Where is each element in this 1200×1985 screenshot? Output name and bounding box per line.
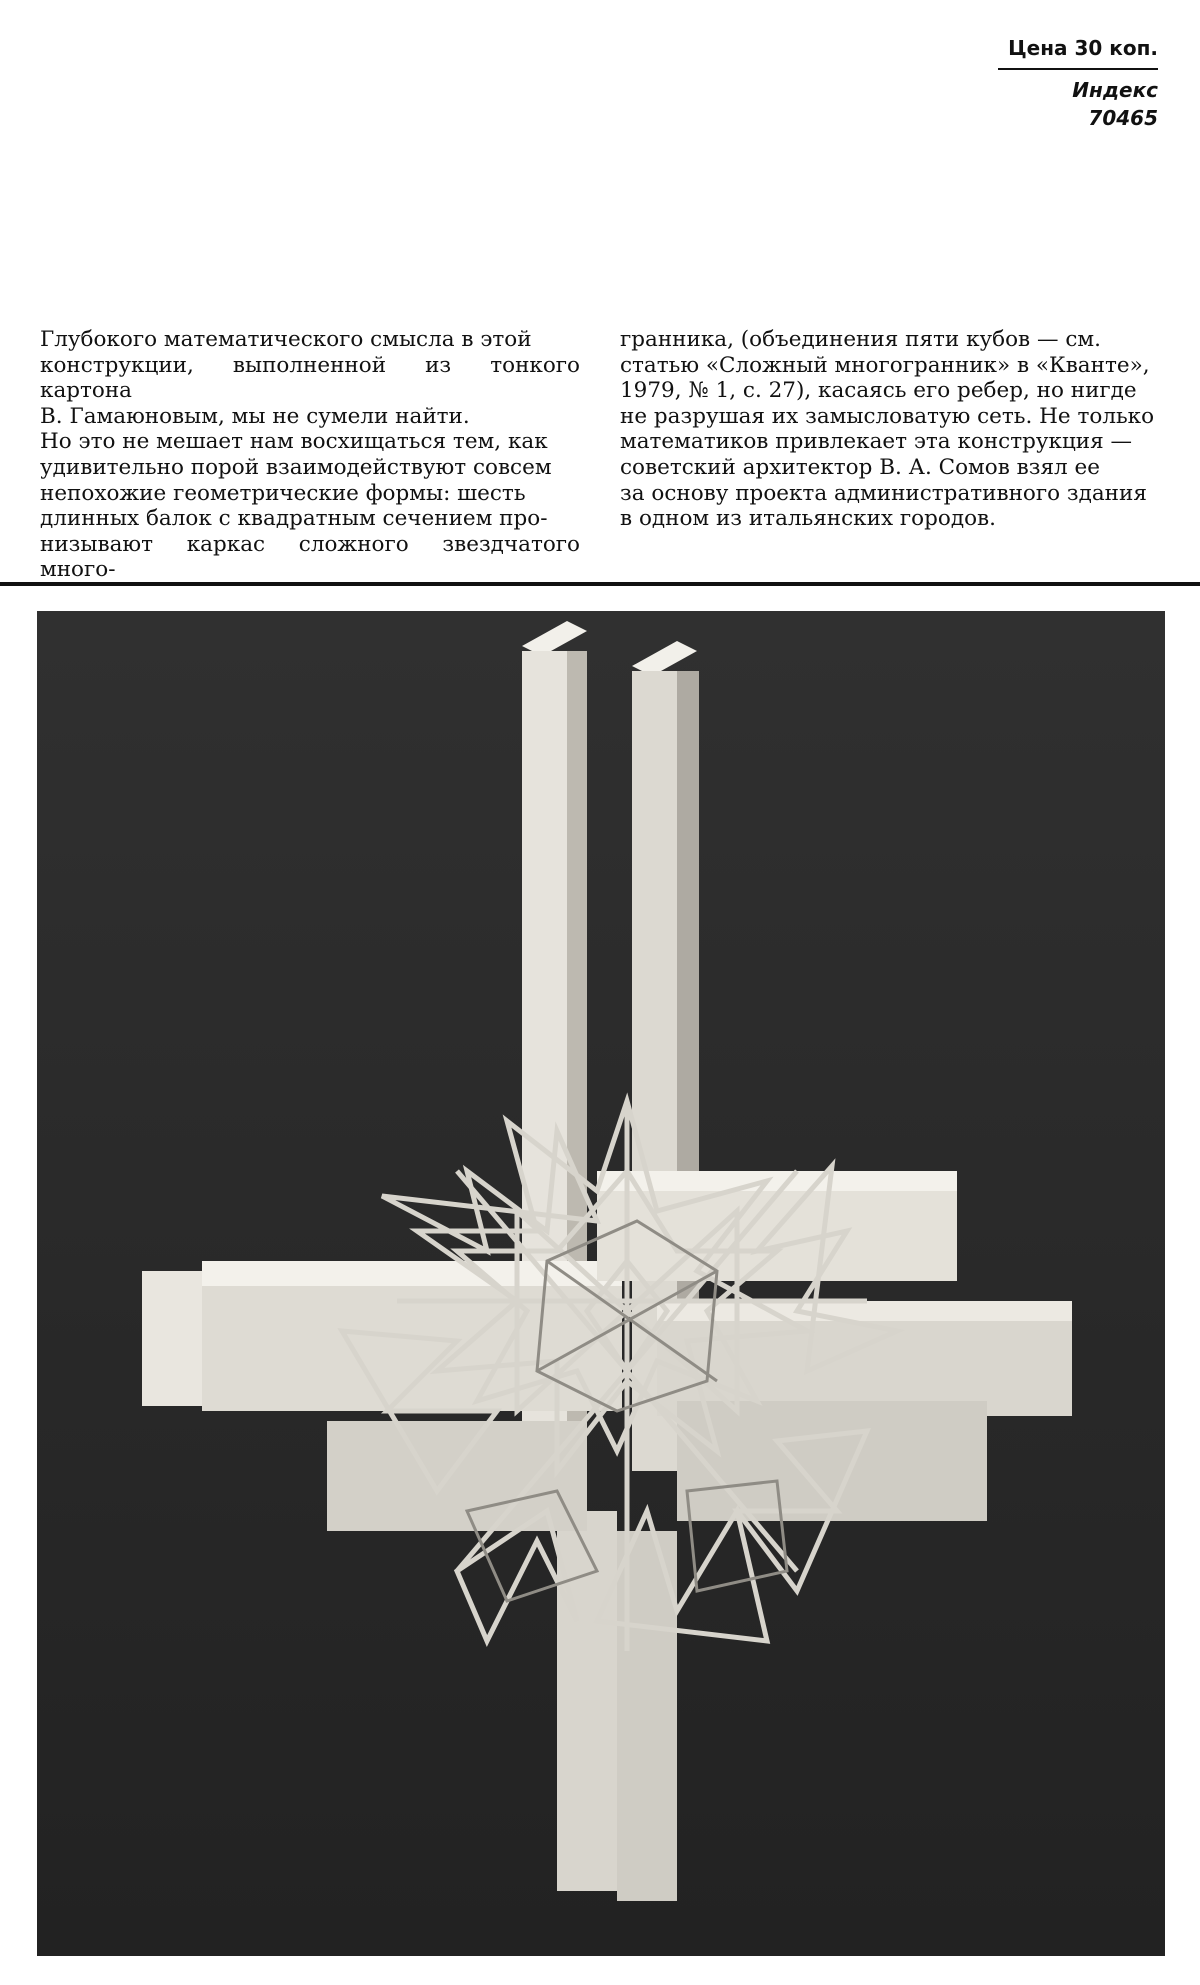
divider-rule [0, 582, 1200, 586]
price-label: Цена 30 коп. [998, 34, 1158, 70]
caption-text [40, 327, 1160, 583]
caption-left-column: Глубокого математического смысла в этой конструкции, выполненной из тонкого картона В. Гамаюновым, мы не сумели найти. Но это не мешает нам восхищаться тем, как удивительно порой взаимодействуют совсем непохожие геометрические формы: шесть длинных балок с квадратным сечением про- низывают каркас сложного звездчатого много- [40, 327, 580, 583]
caption-right-column: гранника, (объединения пяти кубов — см. статью «Сложный многогранник» в «Кванте», 1979, № 1, с. 27), касаясь его ребер, но нигде не разрушая их замысловатую сеть. Не только математиков привлекает эта конструкция — советский архитектор В. А. Сомов взял ее за основу проекта административного здания в одном из итальянских городов. [620, 327, 1155, 532]
sculpture-photo [37, 611, 1165, 1956]
price-block [998, 34, 1158, 132]
sculpture-illustration [37, 611, 1165, 1956]
index-label: Индекс 70465 [1072, 78, 1158, 130]
